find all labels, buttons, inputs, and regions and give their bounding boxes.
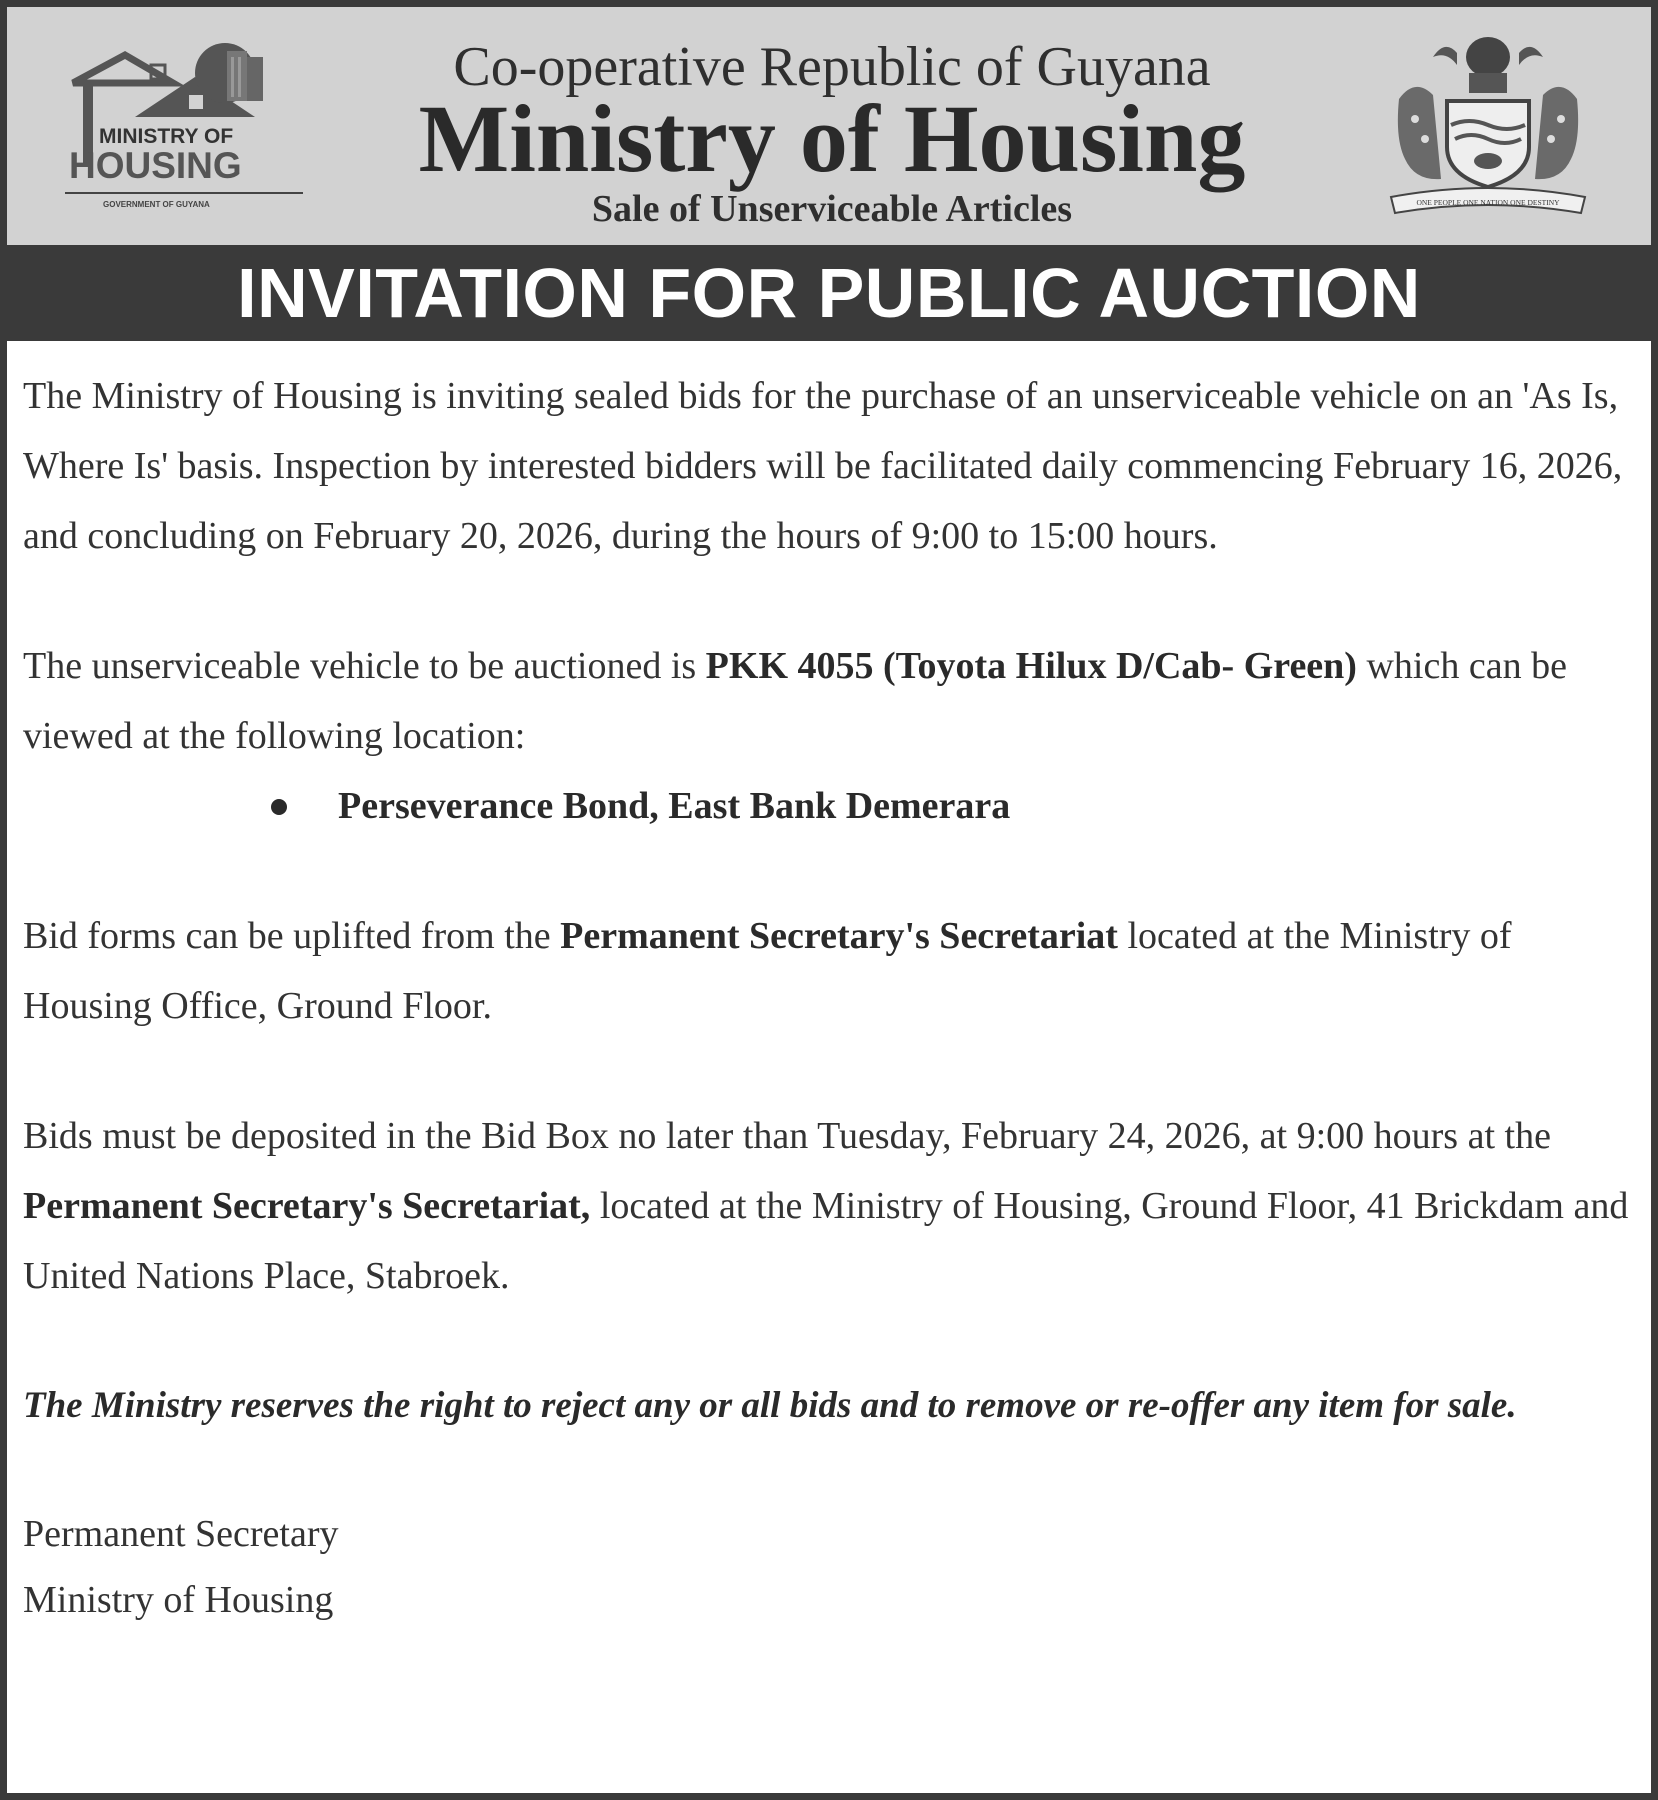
- location-item: [23, 771, 1648, 841]
- vehicle-paragraph: [23, 631, 1648, 771]
- reservation-statement: The Ministry reserves the right to reject any or all bids and to remove or re-offer any item for sale.: [23, 1385, 1517, 1426]
- notice-body: [23, 361, 1648, 1633]
- bid-forms-text-a: Bid forms can be uplifted from the: [23, 915, 561, 957]
- auction-banner: INVITATION FOR PUBLIC AUCTION: [7, 245, 1651, 341]
- bid-forms-text-c: located at the Ministry of Housing Office, Ground Floor.: [23, 915, 1512, 1027]
- logo-line1: MINISTRY OF: [99, 125, 234, 148]
- logo-line2: HOUSING: [69, 145, 242, 186]
- ministry-title: Ministry of Housing: [418, 85, 1246, 192]
- notice-subtitle: Sale of Unserviceable Articles: [591, 188, 1073, 230]
- vehicle-text-a: The unserviceable vehicle to be auctioned is: [23, 645, 706, 687]
- inspection-paragraph: The Ministry of Housing is inviting sealed bids for the purchase of an unserviceable vehicle on an 'As Is, Where Is' basis. Inspection by interested bidders will be facilitated daily commencing February 16, 2026, and concluding on February 20, 2026, during the hours of 9:00 to 15:00 hours.: [23, 375, 1623, 557]
- location-text: Perseverance Bond, East Bank Demerara: [338, 785, 1011, 827]
- header: [7, 7, 1651, 245]
- ministry-logo: [55, 43, 305, 219]
- logo-line3: GOVERNMENT OF GUYANA: [103, 200, 210, 209]
- signoff-title: Permanent Secretary: [23, 1513, 339, 1555]
- deposit-office: Permanent Secretary's Secretariat,: [23, 1185, 591, 1227]
- deposit-text-c: located at the Ministry of Housing, Ground Floor, 41 Brickdam and United Nations Place, Stabroek.: [23, 1185, 1629, 1297]
- deposit-text-a: Bids must be deposited in the Bid Box no later than Tuesday, February 24, 2026, at 9:00 hours at the: [23, 1115, 1551, 1157]
- coat-of-arms-icon: [1385, 29, 1591, 219]
- vehicle-text-c: which can be viewed at the following location:: [23, 645, 1567, 757]
- bid-forms-paragraph: [23, 901, 1648, 1041]
- deposit-paragraph: [23, 1101, 1648, 1311]
- crest-motto: ONE PEOPLE ONE NATION ONE DESTINY: [1416, 198, 1560, 207]
- republic-title: Co-operative Republic of Guyana: [453, 36, 1211, 98]
- bullet-icon: [271, 799, 287, 815]
- vehicle-id: PKK 4055 (Toyota Hilux D/Cab- Green): [705, 645, 1357, 687]
- signoff-org: Ministry of Housing: [23, 1579, 334, 1621]
- bid-forms-office: Permanent Secretary's Secretariat: [560, 915, 1118, 957]
